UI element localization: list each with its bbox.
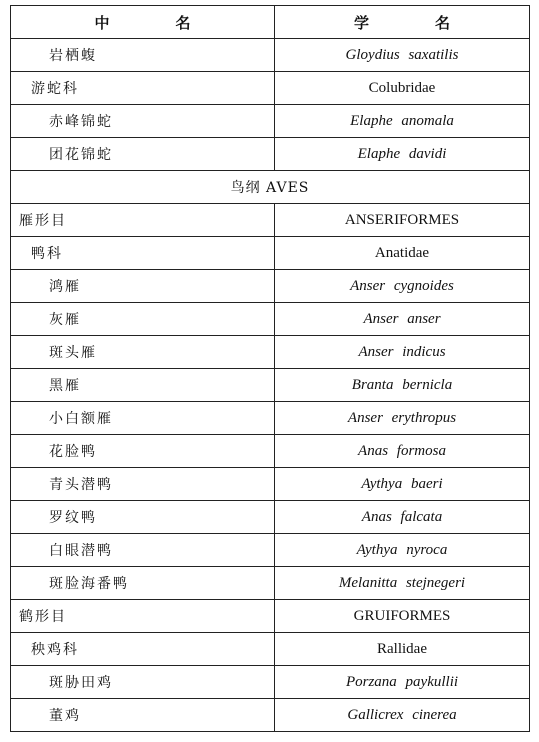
table-row bbox=[11, 501, 530, 534]
table-row bbox=[11, 600, 530, 633]
scientific-name-cell: Rallidae bbox=[275, 633, 530, 666]
table-row bbox=[11, 204, 530, 237]
chinese-name-cell: 鹤形目 bbox=[11, 600, 275, 633]
scientific-name-cell: Elaphe anomala bbox=[275, 105, 530, 138]
chinese-name-cell: 雁形目 bbox=[11, 204, 275, 237]
table-row bbox=[11, 270, 530, 303]
scientific-name-cell: Melanitta stejnegeri bbox=[275, 567, 530, 600]
scientific-name-cell: ANSERIFORMES bbox=[275, 204, 530, 237]
table-row bbox=[11, 105, 530, 138]
scientific-name-cell: Anser erythropus bbox=[275, 402, 530, 435]
header-chinese-name bbox=[11, 6, 275, 39]
scientific-name-cell: GRUIFORMES bbox=[275, 600, 530, 633]
species-table-page bbox=[10, 5, 529, 732]
table-row bbox=[11, 534, 530, 567]
chinese-name-cell: 斑头雁 bbox=[11, 336, 275, 369]
chinese-name-cell: 灰雁 bbox=[11, 303, 275, 336]
scientific-name-cell: Colubridae bbox=[275, 72, 530, 105]
chinese-name-cell: 黑雁 bbox=[11, 369, 275, 402]
scientific-name-cell: Gloydius saxatilis bbox=[275, 39, 530, 72]
chinese-name-cell: 青头潜鸭 bbox=[11, 468, 275, 501]
chinese-name-cell: 花脸鸭 bbox=[11, 435, 275, 468]
chinese-name-cell: 鸿雁 bbox=[11, 270, 275, 303]
table-row bbox=[11, 336, 530, 369]
header-scientific-name-char-1: 学 bbox=[354, 13, 370, 32]
chinese-name-cell: 鸭科 bbox=[11, 237, 275, 270]
scientific-name-cell: Anas formosa bbox=[275, 435, 530, 468]
scientific-name-cell: Aythya baeri bbox=[275, 468, 530, 501]
class-heading-row bbox=[11, 171, 530, 204]
table-body bbox=[11, 39, 530, 732]
chinese-name-cell: 游蛇科 bbox=[11, 72, 275, 105]
chinese-name-cell: 岩栖蝮 bbox=[11, 39, 275, 72]
scientific-name-cell: Gallicrex cinerea bbox=[275, 699, 530, 732]
chinese-name-cell: 赤峰锦蛇 bbox=[11, 105, 275, 138]
chinese-name-cell: 罗纹鸭 bbox=[11, 501, 275, 534]
header-scientific-name-char-2: 名 bbox=[434, 13, 450, 32]
table-row bbox=[11, 138, 530, 171]
scientific-name-cell: Anser indicus bbox=[275, 336, 530, 369]
scientific-name-cell: Aythya nyroca bbox=[275, 534, 530, 567]
table-row bbox=[11, 666, 530, 699]
chinese-name-cell: 小白额雁 bbox=[11, 402, 275, 435]
class-heading: 鸟纲 AVES bbox=[11, 171, 530, 204]
table-row bbox=[11, 369, 530, 402]
header-scientific-name bbox=[275, 6, 530, 39]
chinese-name-cell: 斑脸海番鸭 bbox=[11, 567, 275, 600]
species-table bbox=[10, 5, 530, 732]
table-row bbox=[11, 237, 530, 270]
scientific-name-cell: Anas falcata bbox=[275, 501, 530, 534]
table-row bbox=[11, 39, 530, 72]
table-header-row bbox=[11, 6, 530, 39]
table-row bbox=[11, 468, 530, 501]
scientific-name-cell: Porzana paykullii bbox=[275, 666, 530, 699]
scientific-name-cell: Anser cygnoides bbox=[275, 270, 530, 303]
table-row bbox=[11, 72, 530, 105]
chinese-name-cell: 白眼潜鸭 bbox=[11, 534, 275, 567]
header-chinese-name-char-2: 名 bbox=[175, 13, 191, 32]
scientific-name-cell: Anser anser bbox=[275, 303, 530, 336]
table-row bbox=[11, 435, 530, 468]
table-row bbox=[11, 699, 530, 732]
scientific-name-cell: Anatidae bbox=[275, 237, 530, 270]
chinese-name-cell: 秧鸡科 bbox=[11, 633, 275, 666]
scientific-name-cell: Branta bernicla bbox=[275, 369, 530, 402]
scientific-name-cell: Elaphe davidi bbox=[275, 138, 530, 171]
table-row bbox=[11, 402, 530, 435]
chinese-name-cell: 董鸡 bbox=[11, 699, 275, 732]
table-row bbox=[11, 633, 530, 666]
table-row bbox=[11, 303, 530, 336]
chinese-name-cell: 斑胁田鸡 bbox=[11, 666, 275, 699]
table-row bbox=[11, 567, 530, 600]
header-chinese-name-char-1: 中 bbox=[94, 13, 110, 32]
chinese-name-cell: 团花锦蛇 bbox=[11, 138, 275, 171]
